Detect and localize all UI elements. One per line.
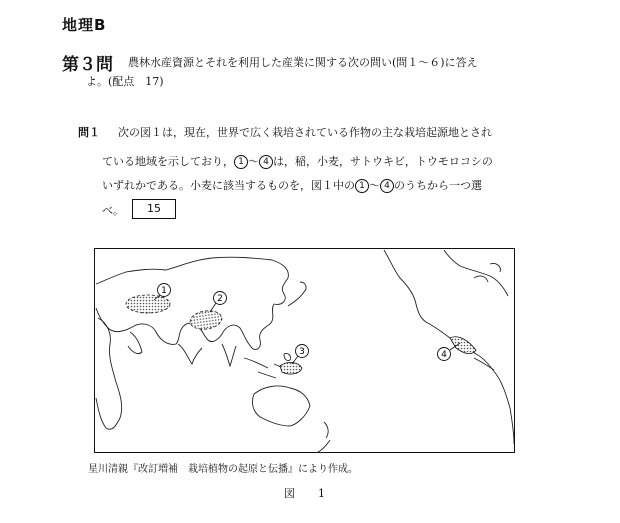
marker-label-1: 1 — [161, 286, 167, 296]
figure-source: 星川清親『改訂増補 栽培植物の起原と伝播』により作成。 — [88, 464, 358, 475]
marker-ref-4: 4 — [259, 155, 273, 169]
line2-post: は，稲，小麦，サトウキビ，トウモロコシの — [273, 155, 493, 168]
subject-heading: 地理B — [62, 16, 107, 34]
world-map — [94, 248, 515, 453]
subquestion-number: 問１ — [78, 126, 100, 139]
line2-pre: ている地域を示しており， — [102, 155, 234, 168]
line3-post: のうちから一つ選 — [394, 179, 482, 192]
question-title: 第３問 — [62, 55, 113, 75]
answer-box[interactable]: 15 — [132, 199, 176, 219]
marker-ref-1b: 1 — [355, 179, 369, 193]
world-map-figure — [94, 248, 515, 453]
marker-label-3: 3 — [299, 347, 305, 357]
marker-label-4: 4 — [441, 350, 447, 360]
origin-area-1 — [126, 295, 170, 313]
figure-label: 図 1 — [284, 487, 331, 500]
subquestion-line1: 次の図１は，現在，世界で広く栽培されている作物の主な栽培起源地とされ — [118, 126, 492, 139]
subquestion-line2 — [102, 153, 493, 169]
marker-ref-4b: 4 — [380, 179, 394, 193]
line3-pre: いずれかである。小麦に該当するものを，図１中の — [102, 179, 355, 192]
question-intro-line1: 農林水産資源とそれを利用した産業に関する次の問い(問１～６)に答え — [128, 56, 478, 69]
question-intro-line2: よ。(配点 17) — [86, 75, 164, 88]
line2-mid: ～ — [248, 155, 259, 168]
marker-label-2: 2 — [217, 294, 223, 304]
subquestion-line3 — [102, 177, 482, 193]
marker-ref-1: 1 — [234, 155, 248, 169]
subquestion-line4: べ。 — [102, 204, 124, 217]
line3-mid: ～ — [369, 179, 380, 192]
